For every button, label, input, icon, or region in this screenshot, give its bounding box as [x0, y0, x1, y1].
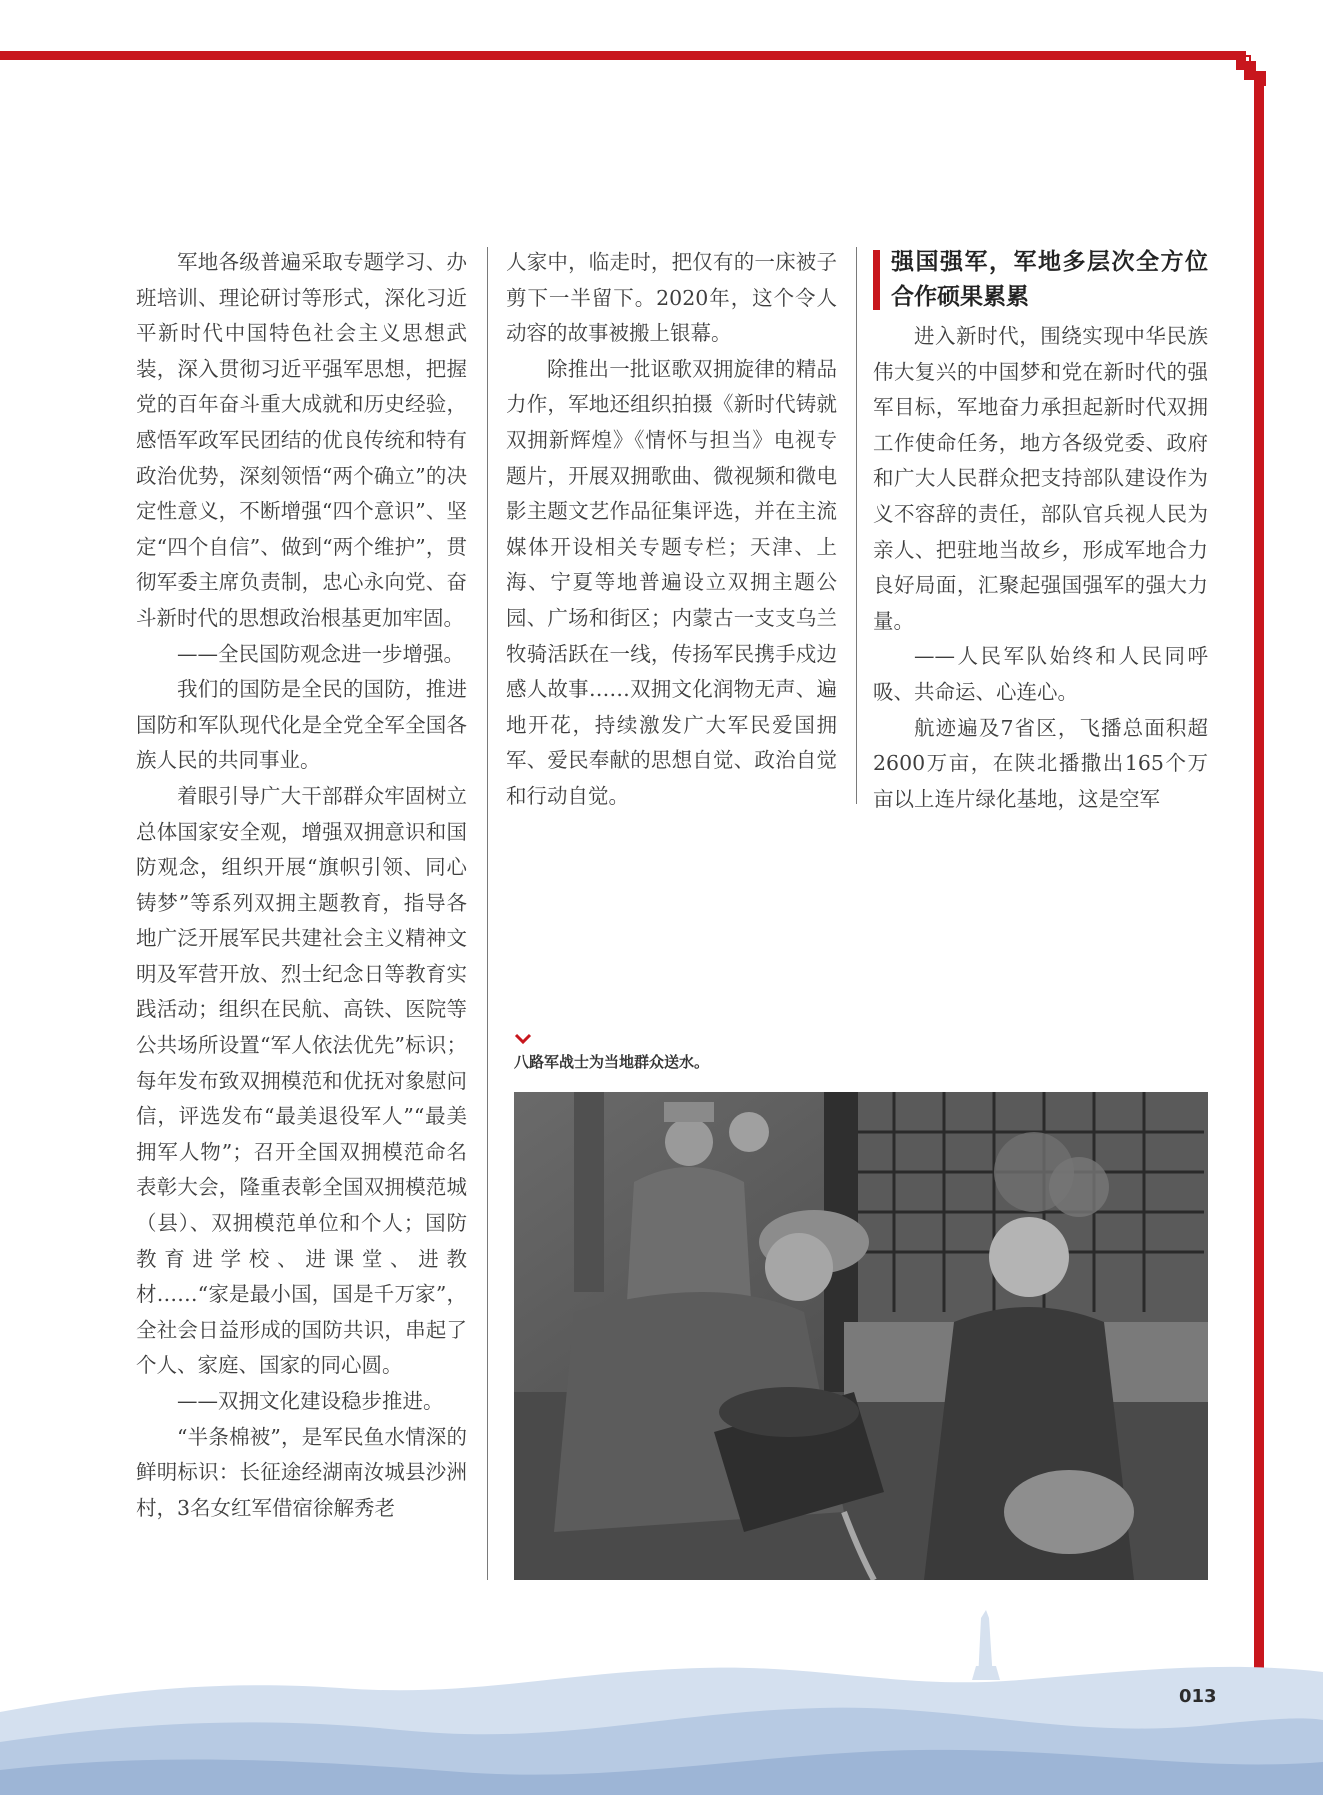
chevron-down-icon [514, 1033, 532, 1045]
heading-accent-bar [873, 250, 880, 310]
paragraph: 我们的国防是全民的国防，推进国防和军队现代化是全党全军全国各族人民的共同事业。 [136, 677, 467, 773]
column-divider-2 [856, 247, 857, 804]
paragraph: 人家中，临走时，把仅有的一床被子剪下一半留下。2020年，这个令人动容的故事被搬上银幕。 [506, 250, 837, 346]
section-subheading: ——人民军队始终和人民同呼吸、共命运、心连心。 [873, 644, 1208, 704]
paragraph: “半条棉被”，是军民鱼水情深的鲜明标识：长征途经湖南汝城县沙洲村，3名女红军借宿徐解秀老 [136, 1424, 467, 1520]
paragraph: 除推出一批讴歌双拥旋律的精品力作，军地还组织拍摄《新时代铸就双拥新辉煌》《情怀与担当》电视专题片，开展双拥歌曲、微视频和微电影主题文艺作品征集评选，并在主流媒体开设相关专题专栏；天津、上海、宁夏等地普遍设立双拥主题公园、广场和街区；内蒙古一支支乌兰牧骑活跃在一线，传扬军民携手戍边感人故事……双拥文化润物无声、遍地开花，持续激发广大军民爱国拥军、爱民奉献的思想自觉、政治自觉和行动自觉。 [506, 356, 837, 808]
column-divider-1 [487, 247, 488, 1580]
section-subheading: ——双拥文化建设稳步推进。 [177, 1389, 444, 1413]
paragraph: 航迹遍及7省区，飞播总面积超2600万亩，在陕北播撒出165个万亩以上连片绿化基地，这是空军 [873, 715, 1208, 811]
article-column-2 [506, 245, 837, 815]
historical-photo [514, 1092, 1208, 1580]
section-heading [873, 245, 1208, 315]
paragraph: 军地各级普遍采取专题学习、办班培训、理论研讨等形式，深化习近平新时代中国特色社会主义思想武装，深入贯彻习近平强军思想，把握党的百年奋斗重大成就和历史经验，感悟军政军民团结的优良传统和特有政治优势，深刻领悟“两个确立”的决定性意义，不断增强“四个意识”、坚定“四个自信”、做到“两个维护”，贯彻军委主席负责制，忠心永向党、奋斗新时代的思想政治根基更加牢固。 [136, 250, 467, 630]
section-subheading: ——全民国防观念进一步增强。 [177, 641, 464, 666]
section-heading-text: 强国强军，军地多层次全方位合作硕果累累 [891, 249, 1208, 310]
article-column-3 [873, 245, 1208, 817]
page-number: 013 [1179, 1686, 1217, 1707]
photo-caption: 八路军战士为当地群众送水。 [514, 1053, 710, 1071]
paragraph: 着眼引导广大干部群众牢固树立总体国家安全观，增强双拥意识和国防观念，组织开展“旗帜引领、同心铸梦”等系列双拥主题教育，指导各地广泛开展军民共建社会主义精神文明及军营开放、烈士纪念日等教育实践活动；组织在民航、高铁、医院等公共场所设置“军人依法优先”标识；每年发布致双拥模范和优抚对象慰问信，评选发布“最美退役军人”“最美拥军人物”；召开全国双拥模范命名表彰大会，隆重表彰全国双拥模范城（县）、双拥模范单位和个人；国防教育进学校、进课堂、进教材……“家是最小国，国是千万家”，全社会日益形成的国防共识，串起了个人、家庭、国家的同心圆。 [136, 783, 467, 1378]
article-column-1 [136, 245, 467, 1526]
paragraph: 进入新时代，围绕实现中华民族伟大复兴的中国梦和党在新时代的强军目标，军地奋力承担起新时代双拥工作使命任务，地方各级党委、政府和广大人民群众把支持部队建设作为义不容辞的责任，部队官兵视人民为亲人、把驻地当故乡，形成军地合力良好局面，汇聚起强国强军的强大力量。 [873, 324, 1208, 633]
